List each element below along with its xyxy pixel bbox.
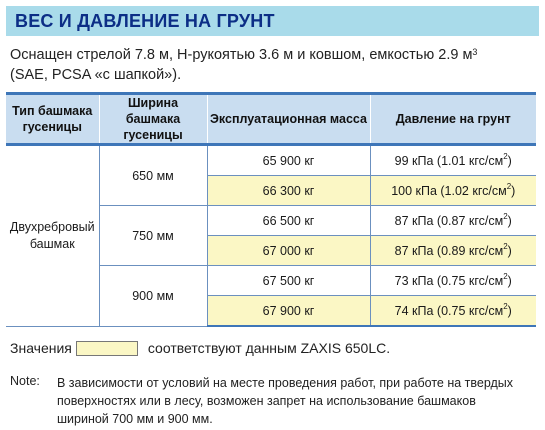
page-title: ВЕС И ДАВЛЕНИЕ НА ГРУНТ	[15, 11, 275, 31]
width-cell: 750 мм	[99, 206, 207, 266]
highlight-swatch	[76, 341, 138, 356]
legend-prefix: Значения	[10, 340, 72, 356]
pressure-cell	[370, 206, 536, 236]
mass-cell-highlighted: 67 900 кг	[207, 296, 370, 327]
table-row	[6, 145, 536, 176]
note-text: В зависимости от условий на месте проведения работ, при работе на твердых поверхностях или в лесу, возможен запрет на использование башмаков шириной 700 мм и 900 мм.	[57, 376, 514, 426]
pressure-cell-highlighted	[370, 296, 536, 327]
pressure-close: )	[507, 153, 512, 168]
subtitle-line1: Оснащен стрелой 7.8 м, Н-рукоятью 3.6 м и ковшом, емкостью 2.9 м	[10, 47, 473, 63]
pressure-superscript: 2	[503, 211, 508, 221]
shoe-type-cell: Двухребровый башмак	[6, 145, 99, 327]
pressure-close: )	[507, 213, 512, 228]
pressure-value: 74 кПа (0.75 кгс/см	[394, 303, 504, 318]
pressure-superscript: 2	[503, 271, 508, 281]
mass-cell: 66 500 кг	[207, 206, 370, 236]
note-label: Note:	[10, 374, 40, 388]
subtitle-line2: (SAE, PCSA «с шапкой»).	[10, 67, 182, 83]
pressure-cell-highlighted	[370, 236, 536, 266]
pressure-cell-highlighted	[370, 176, 536, 206]
mass-cell: 67 500 кг	[207, 266, 370, 296]
mass-cell-highlighted: 67 000 кг	[207, 236, 370, 266]
width-cell: 900 мм	[99, 266, 207, 327]
cubic-superscript: 3	[472, 47, 478, 57]
table-header-row	[6, 94, 536, 145]
pressure-close: )	[507, 243, 512, 258]
header-shoe-width: Ширина башмака гусеницы	[99, 94, 207, 145]
pressure-close: )	[511, 183, 516, 198]
pressure-close: )	[507, 303, 512, 318]
pressure-superscript: 2	[503, 241, 508, 251]
spec-table	[6, 92, 536, 327]
width-cell: 650 мм	[99, 145, 207, 206]
pressure-superscript: 2	[503, 151, 508, 161]
header-ground-pressure: Давление на грунт	[370, 94, 536, 145]
mass-cell: 65 900 кг	[207, 145, 370, 176]
title-bar	[6, 6, 539, 36]
subtitle	[10, 45, 535, 85]
pressure-cell	[370, 266, 536, 296]
mass-cell-highlighted: 66 300 кг	[207, 176, 370, 206]
header-operating-mass: Эксплуатационная масса	[207, 94, 370, 145]
pressure-value: 87 кПа (0.87 кгс/см	[394, 213, 504, 228]
pressure-value: 99 кПа (1.01 кгс/см	[394, 153, 504, 168]
pressure-value: 87 кПа (0.89 кгс/см	[394, 243, 504, 258]
pressure-value: 100 кПа (1.02 кгс/см	[391, 183, 507, 198]
pressure-superscript: 2	[506, 181, 512, 191]
pressure-value: 73 кПа (0.75 кгс/см	[394, 273, 504, 288]
pressure-close: )	[507, 273, 512, 288]
legend	[10, 340, 390, 356]
legend-suffix: соответствуют данным ZAXIS 650LC.	[147, 340, 391, 356]
pressure-cell	[370, 145, 536, 176]
header-shoe-type: Тип башмака гусеницы	[6, 94, 99, 145]
pressure-superscript: 2	[503, 301, 508, 311]
